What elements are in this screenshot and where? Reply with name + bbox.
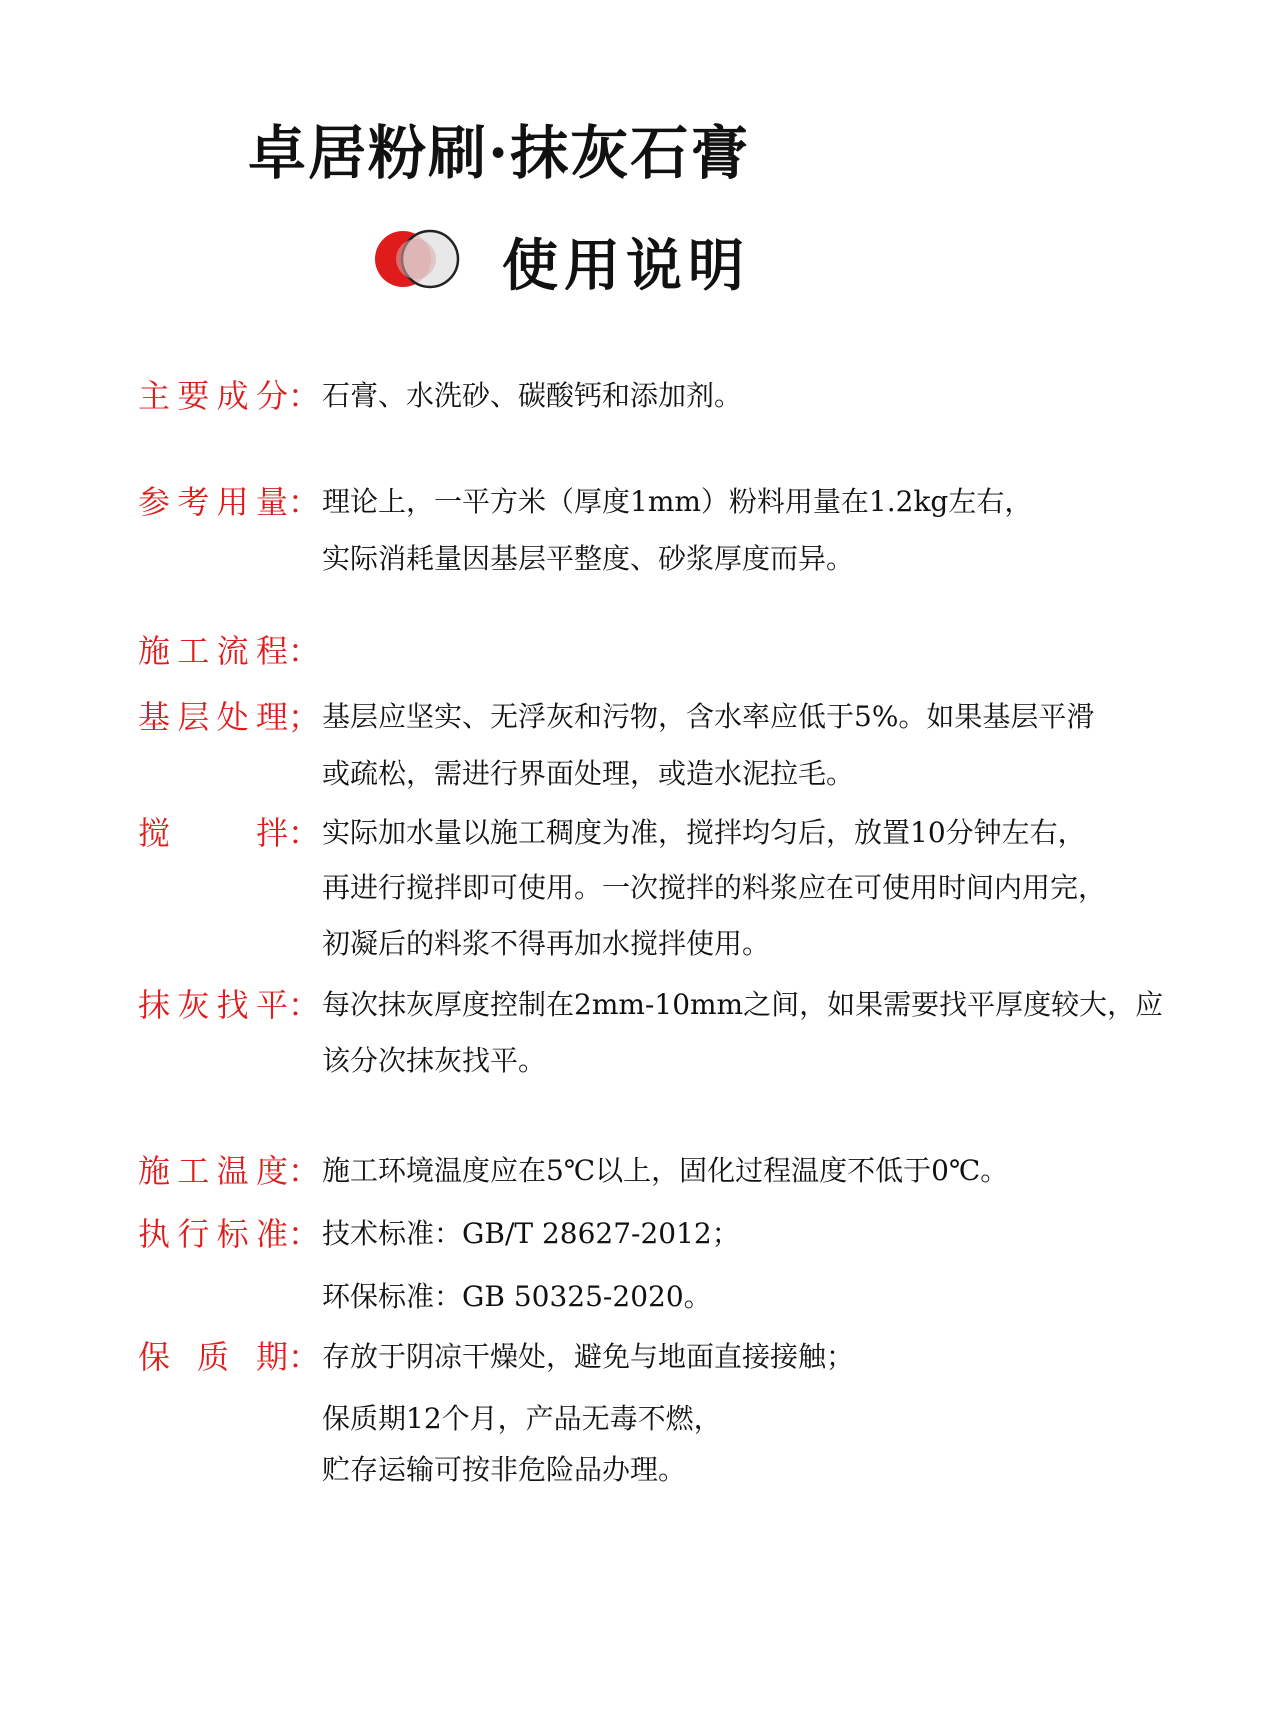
section-label: 搅 拌： — [138, 814, 321, 852]
section-label: 保 质 期： — [138, 1338, 321, 1376]
section-text-line: 环保标准：GB 50325-2020。 — [322, 1280, 712, 1313]
section-label: 执行标准： — [138, 1215, 321, 1253]
section-text-line: 初凝后的料浆不得再加水搅拌使用。 — [322, 927, 771, 960]
section-label: 基层处理； — [138, 698, 321, 736]
section-text-line: 实际消耗量因基层平整度、砂浆厚度而异。 — [322, 542, 855, 575]
section-text-line: 存放于阴凉干燥处，避免与地面直接接触； — [322, 1340, 855, 1373]
section-text-line: 技术标准：GB/T 28627-2012； — [322, 1217, 740, 1250]
subtitle: 使用说明 — [502, 233, 750, 299]
section-text-line: 再进行搅拌即可使用。一次搅拌的料浆应在可使用时间内用完， — [322, 871, 1107, 904]
page-title: 卓居粉刷·抹灰石膏 — [248, 119, 751, 187]
section-text-line: 保质期12个月，产品无毒不燃， — [322, 1402, 722, 1435]
section-label: 抹灰找平： — [138, 986, 321, 1024]
two-circles-logo-icon — [372, 228, 472, 290]
section-label: 参考用量： — [138, 483, 321, 521]
section-text-line: 每次抹灰厚度控制在2mm-10mm之间，如果需要找平厚度较大，应 — [322, 988, 1164, 1021]
section-text-line: 施工环境温度应在5℃以上，固化过程温度不低于0℃。 — [322, 1154, 1009, 1187]
section-text-line: 基层应坚实、无浮灰和污物，含水率应低于5%。如果基层平滑 — [322, 700, 1095, 733]
section-text-line: 实际加水量以施工稠度为准，搅拌均匀后，放置10分钟左右， — [322, 816, 1086, 849]
section-label: 施工温度： — [138, 1152, 321, 1190]
section-text-line: 理论上，一平方米（厚度1mm）粉料用量在1.2kg左右， — [322, 485, 1033, 518]
section-text-line: 该分次抹灰找平。 — [322, 1044, 547, 1077]
subtitle-block — [372, 222, 832, 299]
section-text-line: 或疏松，需进行界面处理，或造水泥拉毛。 — [322, 757, 855, 790]
section-label: 主要成分： — [138, 377, 321, 415]
section-text-line: 贮存运输可按非危险品办理。 — [322, 1453, 687, 1486]
section-label: 施工流程： — [138, 632, 321, 670]
section-text-line: 石膏、水洗砂、碳酸钙和添加剂。 — [322, 379, 743, 412]
